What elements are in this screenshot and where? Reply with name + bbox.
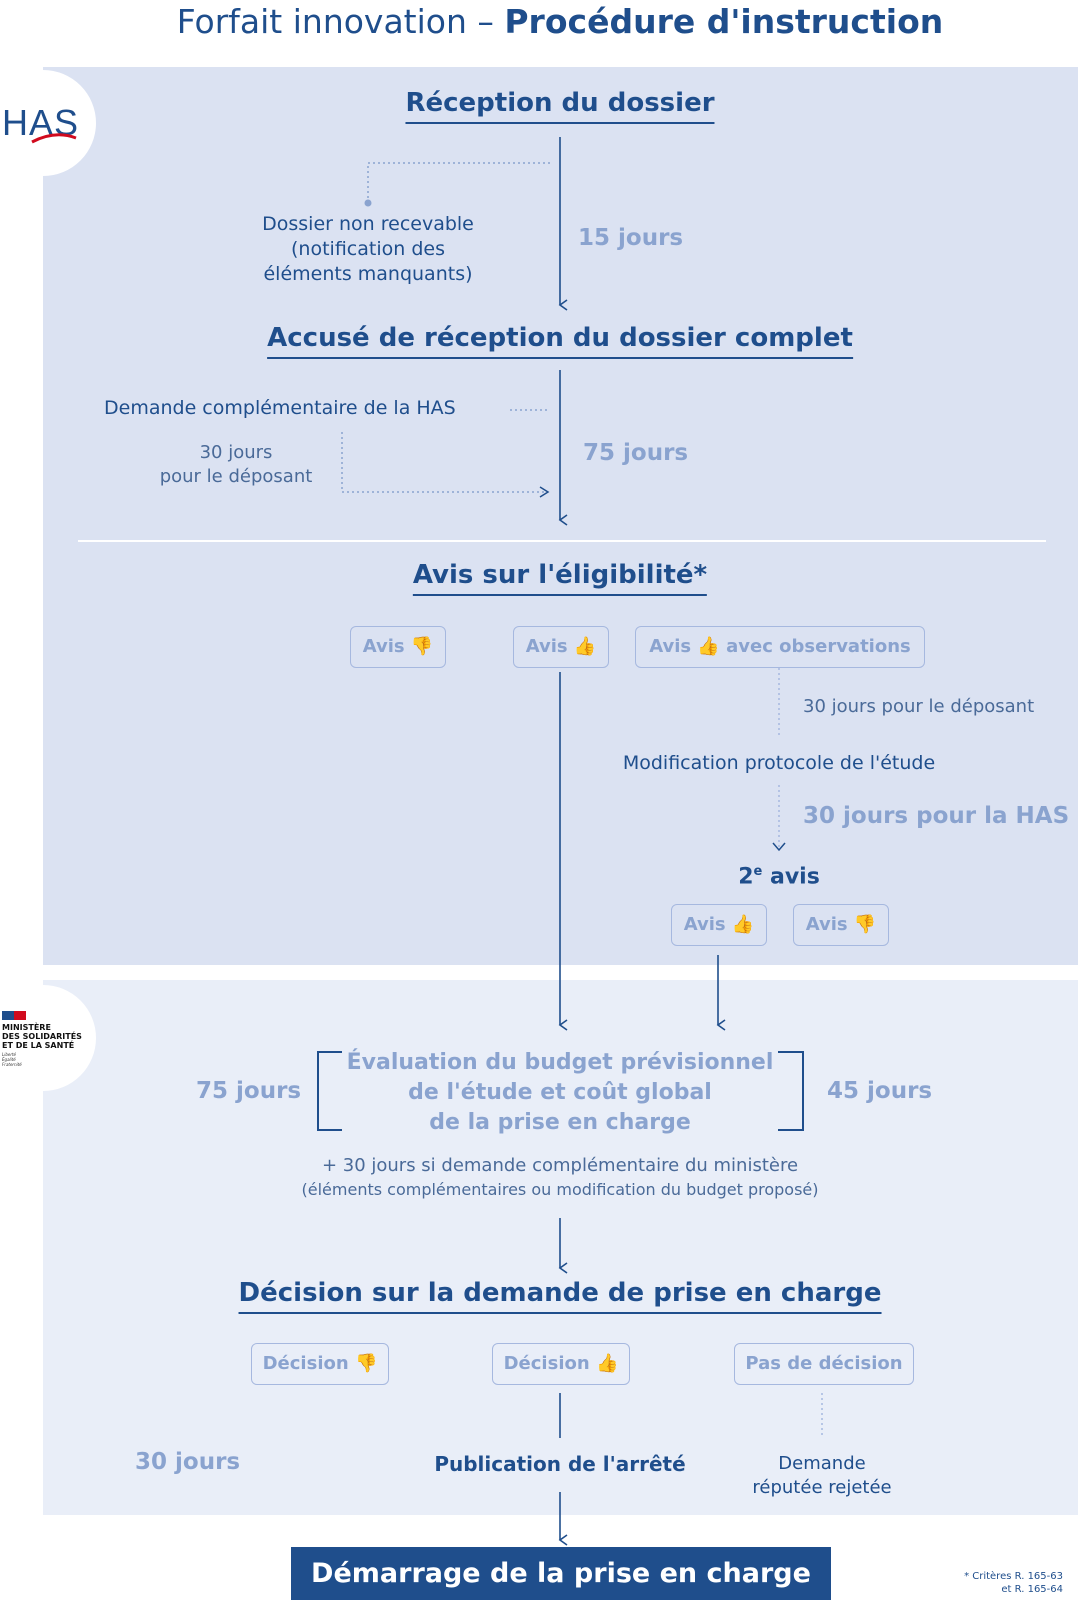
decision-positive-pill: Décision 👍: [492, 1343, 630, 1385]
days-75-ministere: 75 jours: [196, 1078, 302, 1104]
second-avis-label: 2e avis: [738, 864, 820, 890]
heading-reception: Réception du dossier: [405, 88, 714, 124]
modification-protocole: Modification protocole de l'étude: [622, 752, 936, 774]
deposant-30-observations: 30 jours pour le déposant: [803, 696, 1035, 717]
thumb-up-icon: 👍: [697, 636, 720, 657]
second-avis-positif-pill: Avis 👍: [671, 904, 767, 946]
thumb-down-icon: 👎: [354, 1353, 378, 1374]
days-75: 75 jours: [583, 440, 689, 466]
pas-de-decision-pill: Pas de décision: [734, 1343, 914, 1385]
days-15: 15 jours: [578, 225, 684, 251]
heading-decision: Décision sur la demande de prise en charge: [239, 1278, 882, 1314]
footnote: * Critères R. 165-63 et R. 165-64: [964, 1571, 1063, 1595]
days-45: 45 jours: [827, 1078, 933, 1104]
days-30-has: 30 jours pour la HAS: [803, 803, 1070, 829]
decision-negative-pill: Décision 👎: [251, 1343, 389, 1385]
bracket-right: [778, 1052, 803, 1130]
second-avis-negatif-pill: Avis 👎: [793, 904, 889, 946]
deposant-30-days: 30 jours pour le déposant: [159, 442, 313, 487]
demande-complementaire: Demande complémentaire de la HAS: [104, 397, 456, 419]
publication-arrete: Publication de l'arrêté: [434, 1452, 686, 1476]
ministere-note: + 30 jours si demande complémentaire du ministère (éléments complémentaires ou modification du budget proposé): [301, 1155, 819, 1199]
thumb-up-icon: 👍: [595, 1353, 619, 1374]
devise: Liberté Égalité Fraternité: [2, 1052, 22, 1067]
budget-evaluation: Évaluation du budget prévisionnel de l'étude et coût global de la prise en charge: [346, 1050, 774, 1135]
avis-observations-pill: Avis 👍 avec observations: [635, 626, 925, 668]
title-light: Forfait innovation –: [176, 2, 505, 41]
thumb-down-icon: 👎: [410, 636, 434, 657]
title-bold: Procédure d'instruction: [504, 2, 944, 41]
non-recevable-text: Dossier non recevable (notification des éléments manquants): [262, 213, 474, 285]
heading-avis-eligibilite: Avis sur l'éligibilité*: [413, 560, 707, 596]
dotted-deposant-return: [342, 432, 548, 492]
dot-non-recevable: [365, 200, 372, 207]
demande-rejetee: Demande réputée rejetée: [752, 1453, 892, 1498]
thumb-down-icon: 👎: [853, 914, 877, 935]
thumb-up-icon: 👍: [573, 636, 597, 657]
dotted-non-recevable: [368, 163, 550, 203]
thumb-up-icon: 👍: [731, 914, 755, 935]
bracket-left: [318, 1052, 342, 1130]
avis-negatif-pill: Avis 👎: [350, 626, 446, 668]
has-logo-text: HAS: [2, 102, 80, 143]
days-30-decision: 30 jours: [135, 1449, 241, 1475]
demarrage-prise-en-charge: Démarrage de la prise en charge: [291, 1547, 831, 1600]
avis-positif-pill: Avis 👍: [513, 626, 609, 668]
heading-accuse: Accusé de réception du dossier complet: [267, 323, 853, 359]
ministere-name: MINISTÈRE DES SOLIDARITÉS ET DE LA SANTÉ: [2, 1023, 82, 1050]
